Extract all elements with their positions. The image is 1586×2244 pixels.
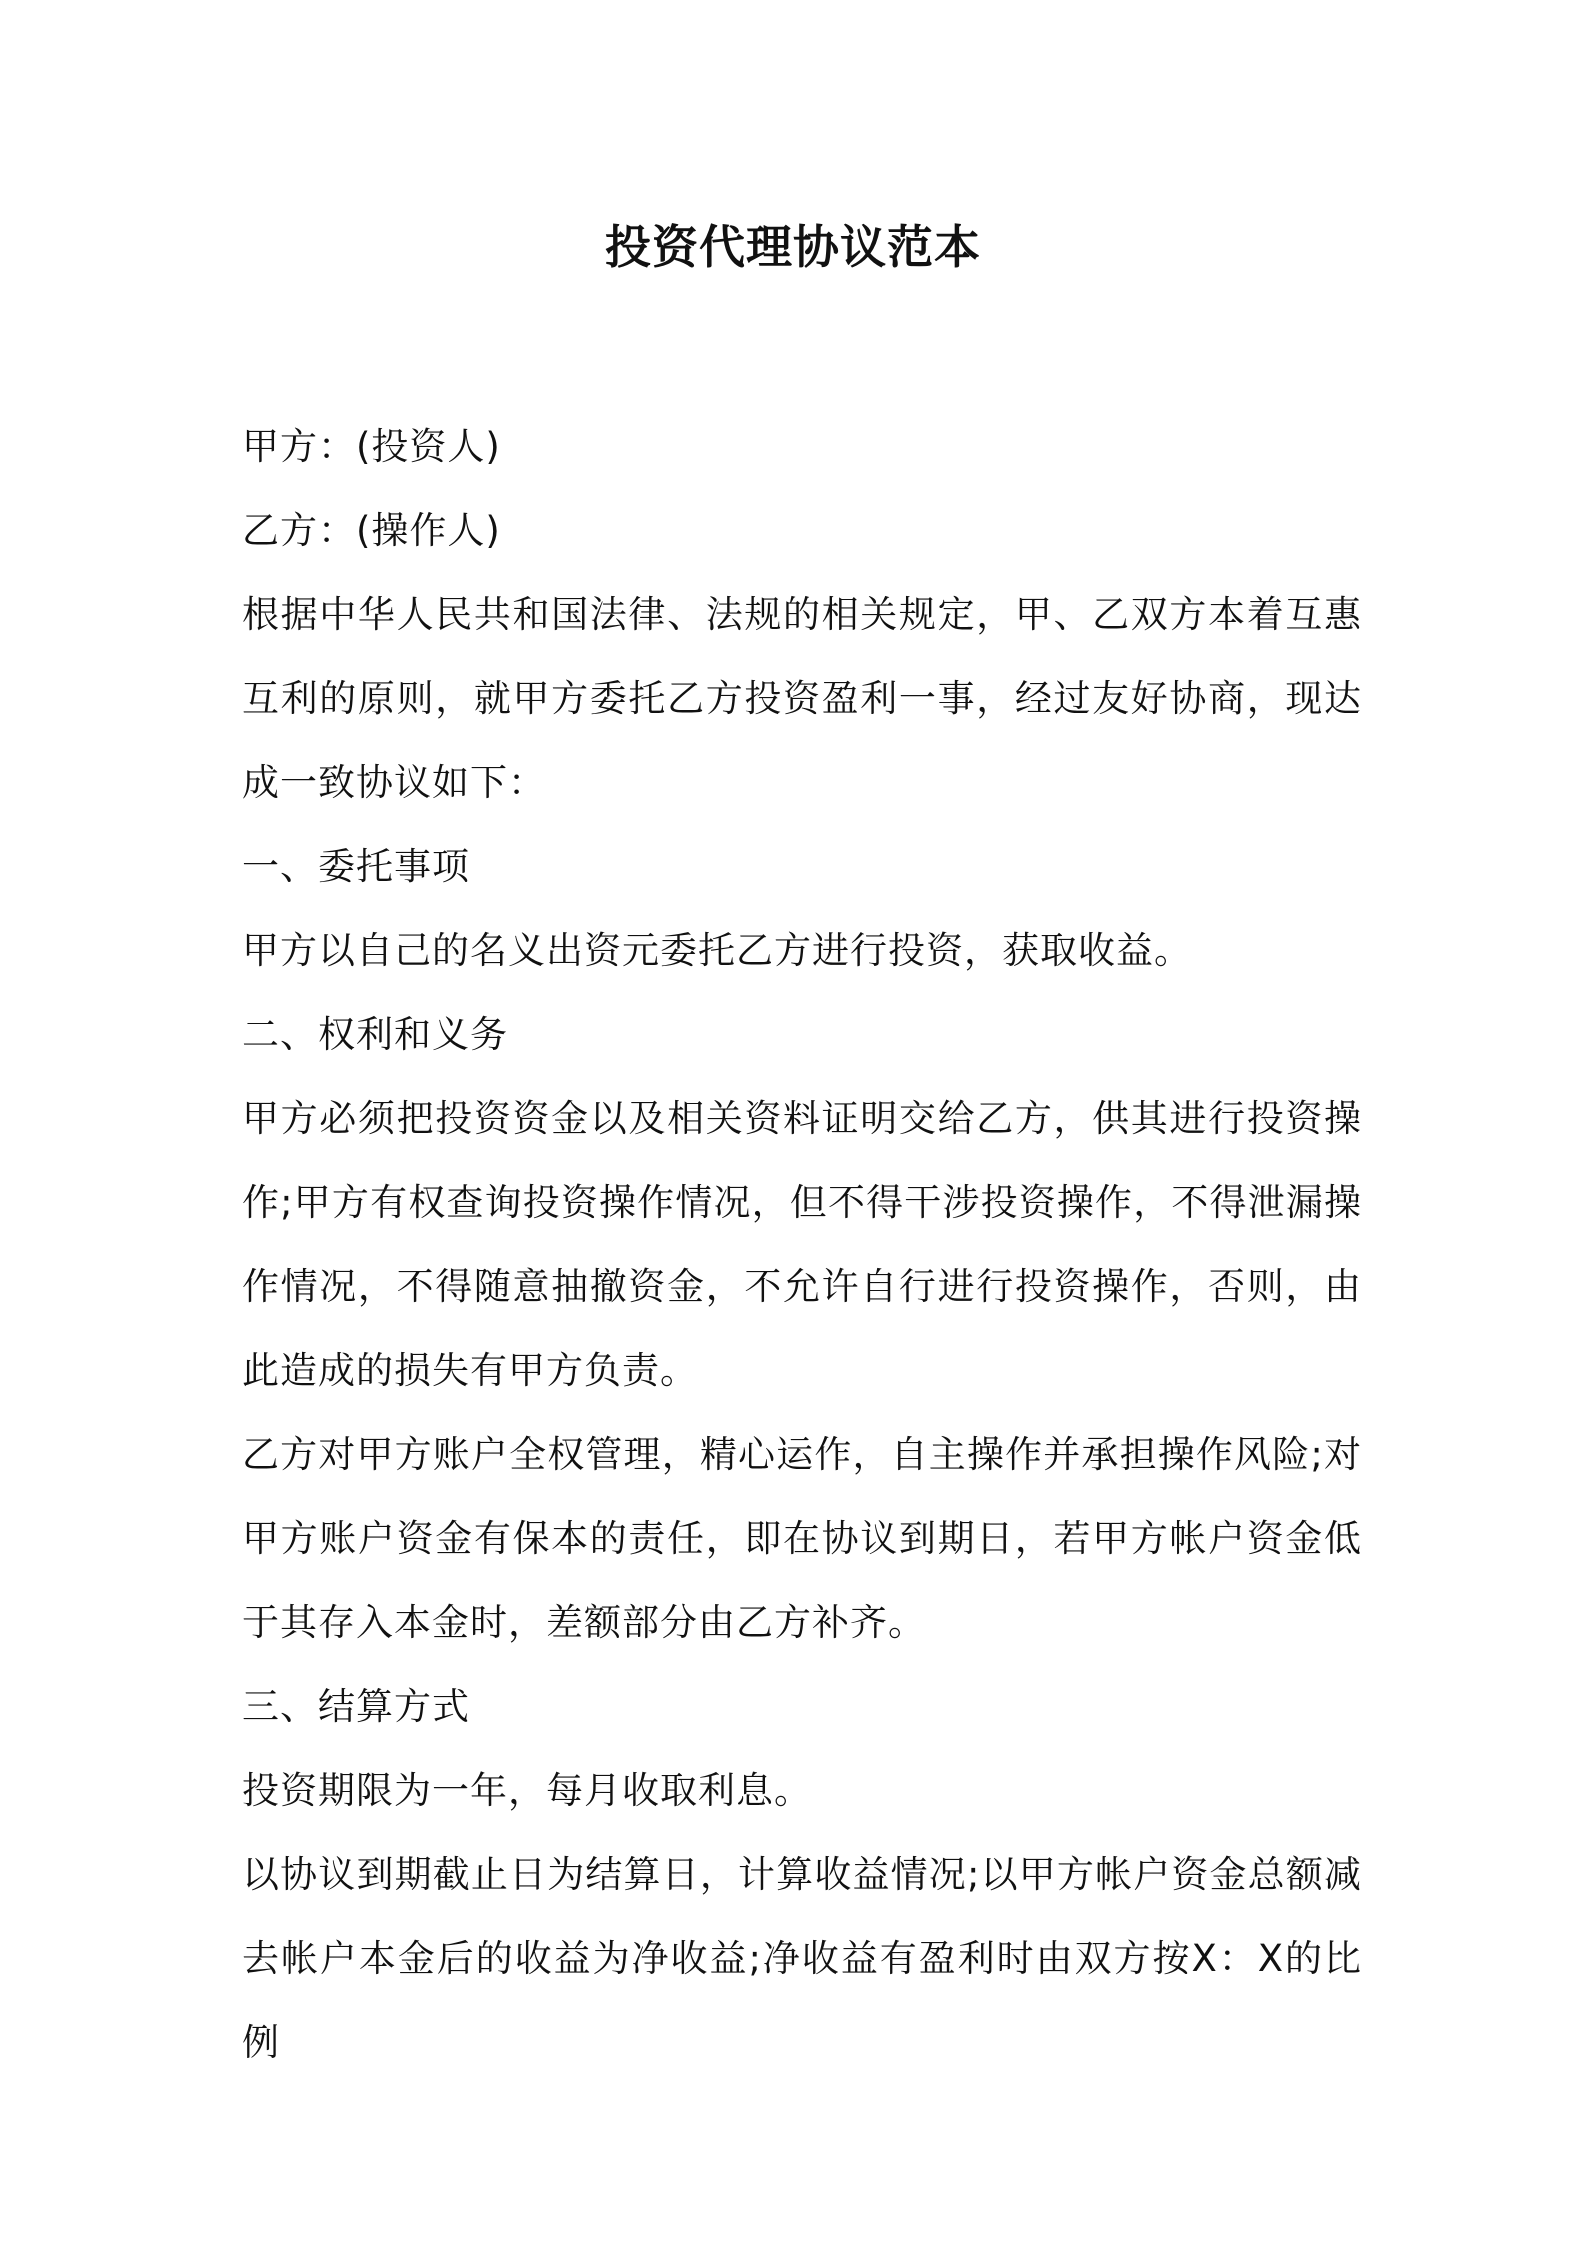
party-b-line: 乙方：(操作人) [242,509,501,552]
section-2-paragraph-b: 乙方对甲方账户全权管理，精心运作，自主操作并承担操作风险;对甲方账户资金有保本的责任，即在协议到期日，若甲方帐户资金低于其存入本金时，差额部分由乙方补齐。 [242,1433,1362,1644]
section-2-heading: 二、权利和义务 [242,1013,508,1056]
document-body [242,405,1362,2085]
section-1-heading: 一、委托事项 [242,845,470,888]
preamble-paragraph: 根据中华人民共和国法律、法规的相关规定，甲、乙双方本着互惠互利的原则，就甲方委托乙方投资盈利一事，经过友好协商，现达成一致协议如下： [242,593,1362,804]
document-title: 投资代理协议范本 [605,220,981,274]
section-3-heading: 三、结算方式 [242,1685,470,1728]
section-3-paragraph-a: 投资期限为一年，每月收取利息。 [242,1769,812,1812]
section-1-paragraph: 甲方以自己的名义出资元委托乙方进行投资，获取收益。 [242,929,1192,972]
section-3-paragraph-b: 以协议到期截止日为结算日，计算收益情况;以甲方帐户资金总额减去帐户本金后的收益为净收益;净收益有盈利时由双方按X：X的比例 [242,1853,1362,2064]
section-2-paragraph-a: 甲方必须把投资资金以及相关资料证明交给乙方，供其进行投资操作;甲方有权查询投资操作情况，但不得干涉投资操作，不得泄漏操作情况，不得随意抽撤资金，不允许自行进行投资操作，否则，由此造成的损失有甲方负责。 [242,1097,1362,1392]
party-a-line: 甲方：(投资人) [242,425,501,468]
